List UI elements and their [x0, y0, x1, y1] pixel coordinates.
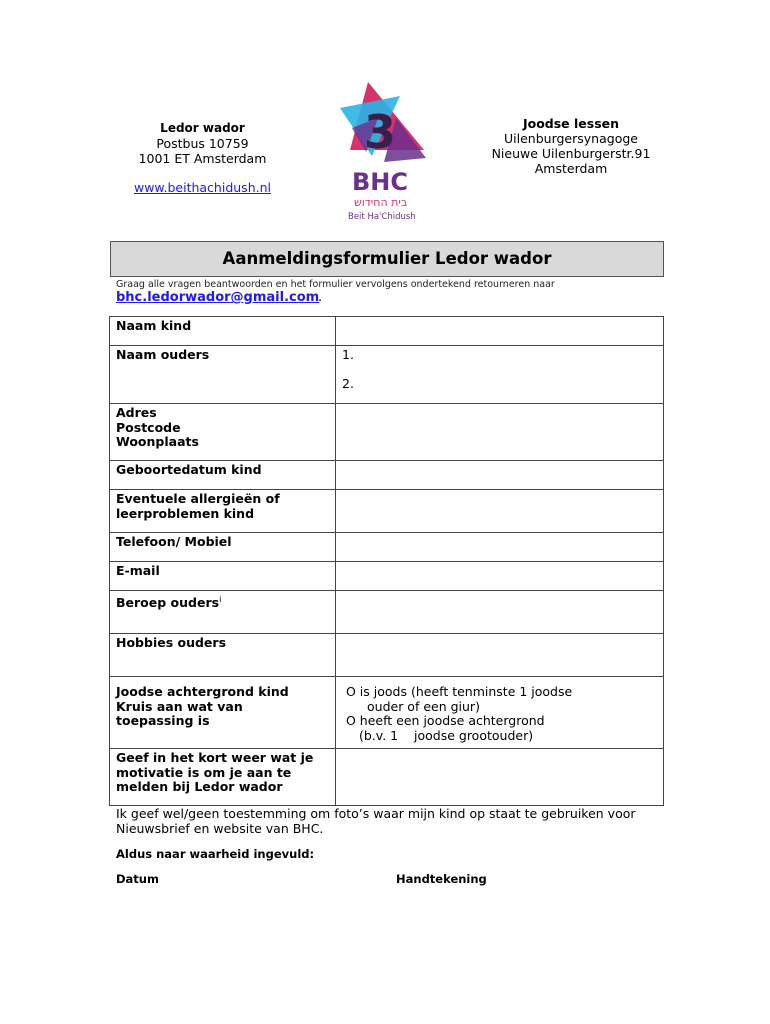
label-hobbies: Hobbies ouders [110, 634, 336, 677]
field-email[interactable] [336, 562, 664, 591]
lesson-address [476, 116, 666, 176]
logo-text: BHC [352, 168, 408, 196]
row-allergie [110, 490, 664, 533]
signature-label: Handtekening [396, 872, 487, 886]
row-hobbies [110, 634, 664, 677]
row-naam-kind [110, 317, 664, 346]
label-adres-line: Adres [116, 405, 157, 420]
label-naam-ouders: Naam ouders [110, 346, 336, 404]
label-woonplaats: Woonplaats [116, 434, 199, 449]
label-motivatie-line-2: motivatie is om je aan te [116, 764, 292, 780]
registration-table [109, 316, 664, 806]
label-naam-kind: Naam kind [110, 317, 336, 346]
field-geboortedatum[interactable] [336, 461, 664, 490]
label-motivatie-line-1: Geef in het kort weer wat je [116, 750, 314, 765]
photo-consent-text: Ik geef wel/geen toestemming om foto’s waar mijn kind op staat te gebruiken voor Nieuwsbrief en website van BHC. [116, 806, 636, 836]
label-postcode: Postcode [116, 419, 181, 435]
option-achtergrond-cont: (b.v. 1 joodse grootouder) [359, 727, 534, 743]
field-naam-kind[interactable] [336, 317, 664, 346]
label-allergie [110, 490, 336, 533]
field-telefoon[interactable] [336, 533, 664, 562]
label-geboortedatum: Geboortedatum kind [110, 461, 336, 490]
field-adres[interactable] [336, 404, 664, 461]
org-name: Ledor wador [160, 121, 245, 135]
row-geboortedatum [110, 461, 664, 490]
label-allergie-line-2: leerproblemen kind [116, 505, 255, 521]
label-joodse-achtergrond [110, 677, 336, 749]
row-beroep [110, 591, 664, 634]
footnote-marker: i [219, 595, 222, 604]
row-telefoon [110, 533, 664, 562]
label-beroep-text: Beroep ouders [116, 595, 220, 611]
logo-hebrew: בית החידוש [354, 196, 408, 209]
svg-text:3: 3 [364, 105, 397, 159]
instruction-text: Graag alle vragen beantwoorden en het formulier vervolgens ondertekend retourneren naar [116, 279, 555, 290]
field-joodse-achtergrond [336, 677, 664, 749]
sender-address [120, 121, 285, 195]
address-line-1: Postbus 10759 [156, 136, 249, 151]
lesson-line-2: Nieuwe Uilenburgerstr.91 [491, 146, 651, 161]
date-label: Datum [116, 872, 159, 886]
field-motivatie[interactable] [336, 749, 664, 806]
label-beroep [110, 591, 336, 634]
label-email: E-mail [110, 562, 336, 591]
row-joodse-achtergrond [110, 677, 664, 749]
label-joods-line-1: Joodse achtergrond kind [116, 684, 289, 699]
field-beroep[interactable] [336, 591, 664, 634]
label-allergie-line-1: Eventuele allergieën of [116, 491, 280, 506]
field-naam-ouders[interactable] [336, 346, 664, 404]
address-line-2: 1001 ET Amsterdam [138, 151, 267, 166]
label-motivatie [110, 749, 336, 806]
logo-subtitle: Beit Ha'Chidush [348, 212, 416, 222]
email-suffix: . [318, 290, 323, 305]
truth-statement: Aldus naar waarheid ingevuld: [116, 847, 315, 861]
option-is-joods[interactable]: O is joods (heeft tenminste 1 joodse [346, 684, 573, 699]
row-naam-ouders [110, 346, 664, 404]
ouder-1-label: 1. [342, 347, 354, 362]
row-motivatie [110, 749, 664, 806]
lesson-line-3: Amsterdam [534, 161, 608, 176]
label-joods-line-2: Kruis aan wat van [116, 698, 243, 714]
contact-email-link[interactable]: bhc.ledorwador@gmail.com [116, 290, 320, 305]
label-adres [110, 404, 336, 461]
field-allergie[interactable] [336, 490, 664, 533]
label-telefoon: Telefoon/ Mobiel [110, 533, 336, 562]
label-motivatie-line-3: melden bij Ledor wador [116, 779, 283, 794]
option-achtergrond[interactable]: O heeft een joodse achtergrond [346, 713, 545, 728]
form-title: Aanmeldingsformulier Ledor wador [110, 241, 664, 277]
bhc-logo [338, 78, 438, 228]
row-adres [110, 404, 664, 461]
row-email [110, 562, 664, 591]
option-is-joods-cont: ouder of een giur) [367, 698, 480, 714]
lesson-line-1: Uilenburgersynagoge [504, 131, 638, 146]
ouder-2-label: 2. [342, 375, 354, 391]
label-joods-line-3: toepassing is [116, 713, 210, 728]
field-hobbies[interactable] [336, 634, 664, 677]
website-link[interactable]: www.beithachidush.nl [133, 180, 271, 195]
lessons-title: Joodse lessen [522, 116, 620, 131]
